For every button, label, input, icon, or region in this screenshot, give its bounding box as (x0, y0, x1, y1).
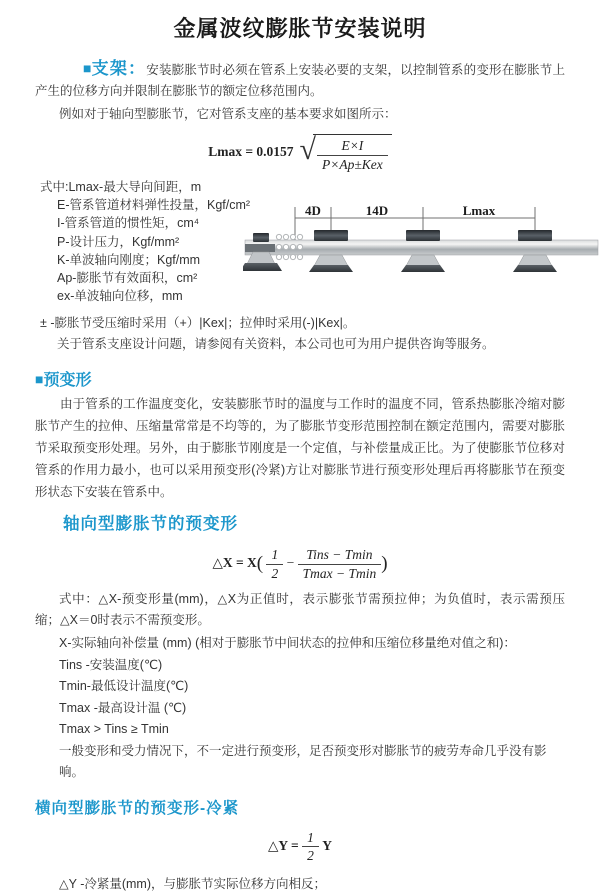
axial-formula (35, 547, 565, 581)
lateral-item: △Y -冷紧量(mm)，与膨胀节实际位移方向相反； (59, 876, 327, 891)
section-bullet-icon: ■ (35, 371, 44, 388)
axial-items-list (35, 633, 565, 784)
dimension-label-14d: 14D (365, 204, 389, 219)
pipe-support-diagram (243, 204, 600, 290)
support-example-line: 例如对于轴向型膨胀节，它对管系支座的基本要求如图所示： (59, 107, 397, 121)
lmax-formula (35, 134, 565, 172)
service-note: 关于管系支座设计问题，请参阅有关资料，本公司也可为用户提供咨询等服务。 (57, 337, 495, 352)
axial-item: Tins -安装温度(℃) (59, 657, 163, 672)
axial-item: X-实际轴向补偿量 (mm) (相对于膨胀节中间状态的拉伸和压缩位移量绝对值之和)： (59, 636, 516, 651)
right-paren: ) (381, 553, 388, 575)
expansion-joint-diagram (243, 204, 600, 290)
left-paren: ( (256, 553, 264, 575)
sqrt-radical (300, 134, 392, 172)
dimension-label-4d: 4D (305, 204, 321, 219)
lateral-subsection-heading: 横向型膨胀节的预变形-冷紧 (35, 799, 240, 817)
lmax-formula-denominator: P×Ap±Kex (322, 156, 383, 172)
dimension-label-lmax: Lmax (462, 204, 496, 219)
definition-item: K-单波轴向刚度；Kgf/mm (57, 252, 201, 267)
definition-item: ex-单波轴向位移，mm (57, 289, 183, 304)
predeform-section-heading (35, 367, 565, 390)
document-page (0, 12, 600, 895)
definition-item: I-管系管道的惯性矩，cm⁴ (57, 216, 200, 231)
temperature-fraction: $\frac{\text{Tins − Tmin}}{Tmax - Tmin}$ (298, 547, 382, 581)
lateral-formula (35, 830, 565, 864)
one-half-fraction: $\frac{1}{2}$ (266, 547, 283, 581)
support-section-heading: 支架： (91, 59, 147, 78)
one-half-fraction: $\frac{1}{2}$ (302, 830, 319, 864)
axial-formula-lhs: △X = X (212, 555, 257, 571)
definition-item: Ap-膨胀节有效面积，cm² (57, 271, 198, 286)
predeform-heading-label: 预变形 (43, 372, 92, 390)
sqrt-sign-icon: √ (299, 133, 317, 166)
definition-item: P-设计压力，Kgf/mm² (57, 234, 180, 249)
lateral-formula-rhs: Y (322, 837, 332, 853)
support-section-paragraph (35, 58, 565, 102)
axial-explain: 式中：△X-预变形量(mm)，△X为正值时，表示膨张节需预拉伸；为负值时，表示需预压缩；△X＝0时表示不需预变形。 (35, 592, 565, 628)
definitions-and-diagram (35, 178, 565, 306)
definition-item: 式中:Lmax-最大导向间距，m (40, 180, 202, 195)
plus-minus-note: ± -膨胀节受压缩时采用（+）|Kex|；拉伸时采用(-)|Kex|。 (40, 316, 356, 331)
section-bullet-icon: ■ (83, 60, 92, 76)
support-section-body: 安装膨胀节时必须在管系上安装必要的支架，以控制管系的变形在膨胀节上产生的位移方向并限制在膨胀节的额定位移范围内。 (35, 63, 565, 98)
lmax-formula-lhs: Lmax = 0.0157 (208, 144, 294, 160)
axial-subsection-heading: 轴向型膨胀节的预变形 (63, 515, 238, 534)
predeform-body: 由于管系的工作温度变化，安装膨胀节时的温度与工作时的温度不同，管系热膨胀冷缩对膨胀节产生的拉伸、压缩量常常是不均等的，为了膨胀节变形范围控制在额定范围内，需要对膨胀节采取预变形处理。另外，由于膨胀节刚度是一个定值，与补偿量成正比。为了使膨胀节位移对管系的作用力最小，也可以采用预变形(冷紧)方让对膨胀节进行预变形处理后再将膨胀节在预变形状态下安装在管系中。 (35, 397, 565, 500)
axial-item: 一般变形和受力情况下，不一定进行预变形，足否预变形对膨胀节的疲劳寿命几乎没有影响。 (59, 743, 547, 780)
minus-sign: − (286, 555, 295, 571)
lateral-formula-lhs: △Y = (268, 837, 299, 853)
axial-item: Tmin-最低设计温度(℃) (59, 679, 189, 694)
definition-item: E-管系管道材料弹性投量，Kgf/cm² (57, 198, 251, 213)
lmax-formula-numerator: E×I (317, 138, 388, 156)
axial-item: Tmax > Tins ≥ Tmin (59, 722, 169, 737)
page-title: 金属波纹膨胀节安装说明 (173, 16, 427, 41)
axial-item: Tmax -最高设计温 (℃) (59, 700, 187, 715)
